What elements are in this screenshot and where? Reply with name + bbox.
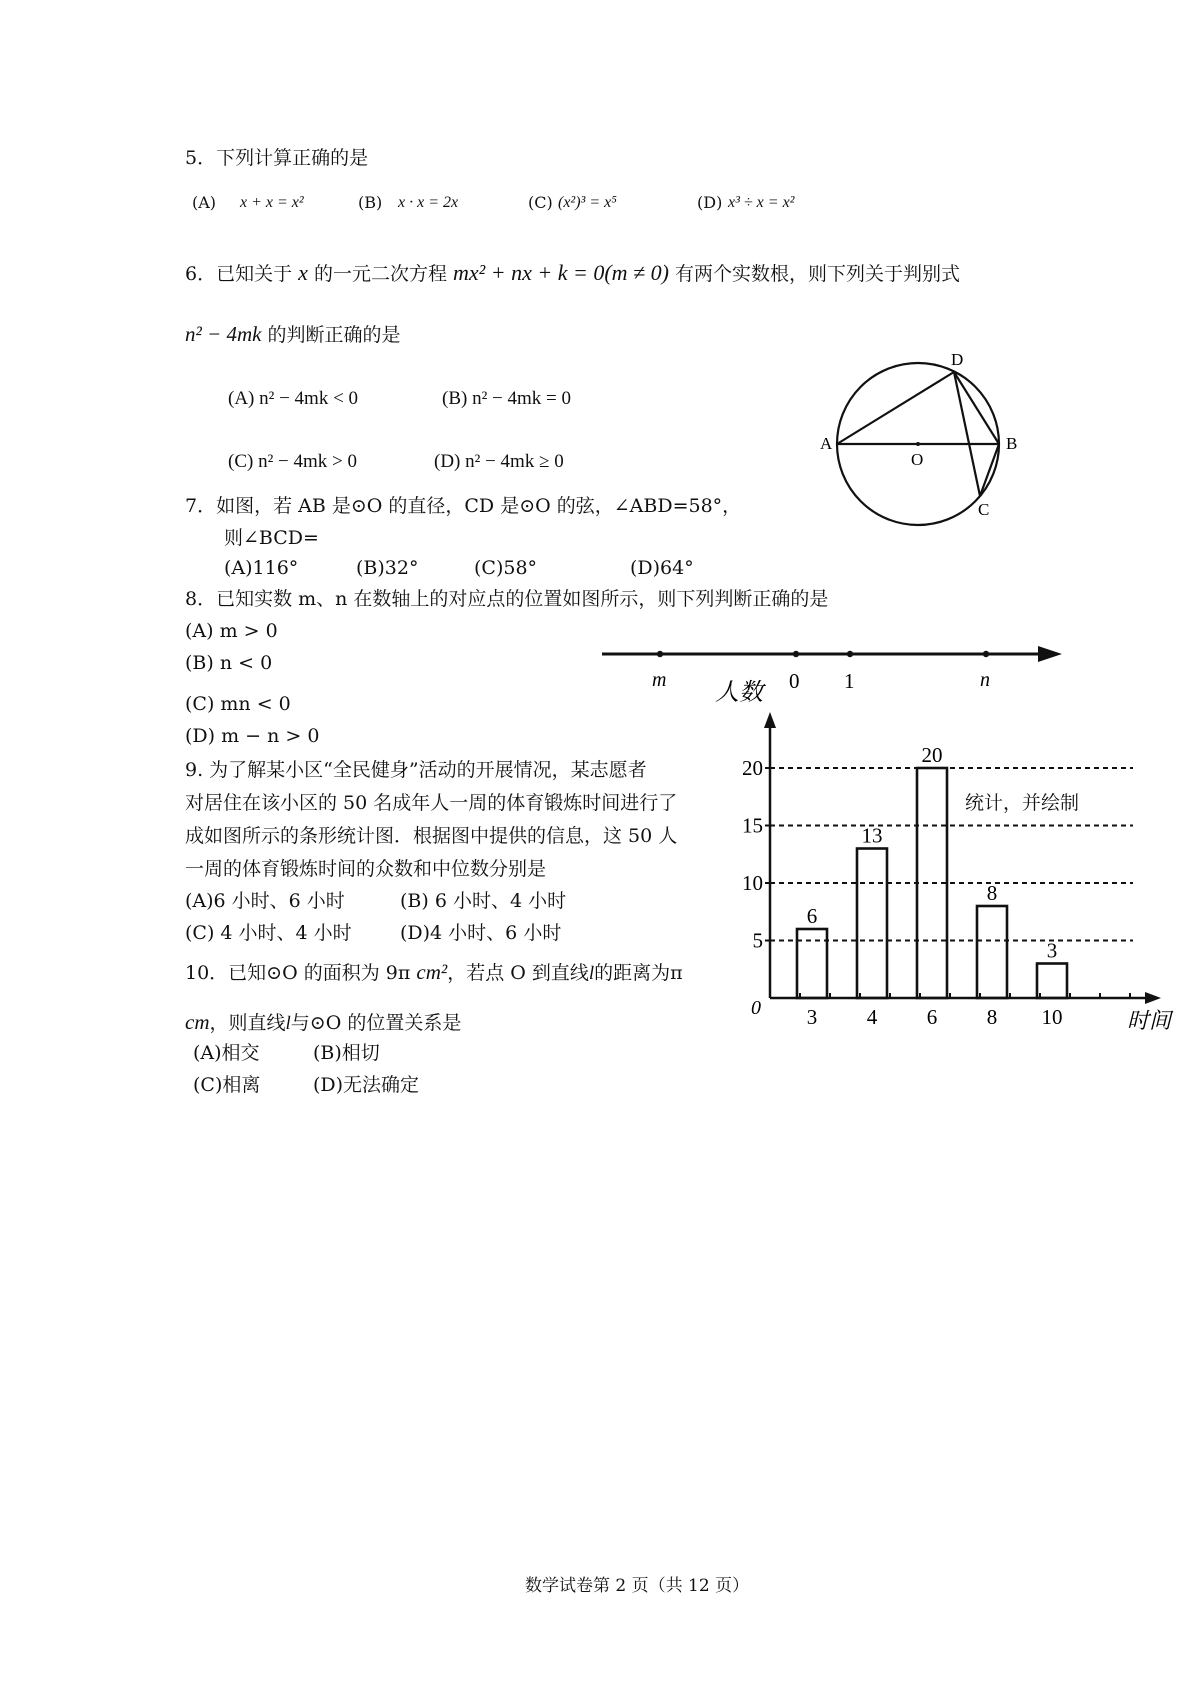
chart-category-label: 6 <box>926 1005 938 1029</box>
q9-line1: 9. 为了解某小区“全民健身”活动的开展情况，某志愿者 <box>185 759 647 781</box>
q9-option-a: (A)6 小时、6 小时 <box>185 890 345 912</box>
q7-stem: 7．如图，若 AB 是⊙O 的直径，CD 是⊙O 的弦，∠ABD=58°， <box>185 495 742 517</box>
chart-bar-value-label: 8 <box>986 881 998 905</box>
page-footer: 数学试卷第 2 页（共 12 页） <box>525 1576 750 1596</box>
q6-stem: 6．已知关于 x 的一元二次方程 mx² + nx + k = 0(m ≠ 0) 有两个实数根，则下列关于判别式 <box>185 260 961 285</box>
chart-bar-value-label: 13 <box>861 823 883 848</box>
q10-option-b: (B)相切 <box>313 1042 380 1064</box>
figure-label-c: C <box>978 500 990 519</box>
chart-category-label: 8 <box>986 1005 998 1029</box>
q7-option-c: (C)58° <box>474 557 538 579</box>
chart-x-axis-arrow <box>1145 992 1161 1004</box>
q8-stem: 8．已知实数 m、n 在数轴上的对应点的位置如图所示，则下列判断正确的是 <box>185 588 829 610</box>
q5-option-b-expr: x · x = 2x <box>398 194 459 211</box>
chart-category-label: 4 <box>866 1005 878 1029</box>
chart-bar <box>1037 964 1067 999</box>
q5-option-b-label: (B) <box>358 193 383 212</box>
figure-label-a: A <box>820 434 833 453</box>
q6-option-a: (A) n² − 4mk < 0 <box>228 388 359 409</box>
q7-option-b: (B)32° <box>356 557 419 579</box>
chart-ytick-label: 15 <box>742 813 763 838</box>
q7-option-a: (A)116° <box>224 557 299 579</box>
q9-option-c: (C) 4 小时、4 小时 <box>185 922 352 944</box>
q5-option-d-expr: x³ ÷ x = x² <box>728 194 795 211</box>
number-line-n: n <box>980 669 990 691</box>
chart-bar-value-label: 20 <box>921 743 943 767</box>
chart-bar-value-label: 3 <box>1046 938 1058 963</box>
number-line-0: 0 <box>789 669 800 693</box>
q10-option-a: (A)相交 <box>193 1042 260 1064</box>
chart-ytick-label: 20 <box>742 756 763 780</box>
q8-option-c: (C) mn < 0 <box>185 693 291 715</box>
q10-option-d: (D)无法确定 <box>313 1074 420 1096</box>
q6-stem-line2: n² − 4mk 的判断正确的是 <box>185 322 401 346</box>
chart-xlabel: 时间 <box>1127 1008 1172 1033</box>
q9-option-d: (D)4 小时、6 小时 <box>400 922 562 944</box>
chart-ylabel: 人数 <box>715 680 763 706</box>
q5-option-a-expr: x + x = x² <box>240 194 304 211</box>
chart-origin-label: 0 <box>751 997 761 1019</box>
chart-category-label: 10 <box>1041 1005 1063 1029</box>
chart-category-label: 3 <box>806 1005 818 1029</box>
chart-ytick-label: 10 <box>742 871 763 895</box>
q7-option-d: (D)64° <box>630 557 694 579</box>
q9-line2: 对居住在该小区的 50 名成年人一周的体育锻炼时间进行了 <box>185 792 678 814</box>
chart-y-axis-arrow <box>764 712 776 728</box>
figure-label-b: B <box>1006 434 1018 453</box>
q5-option-d-label: (D) <box>697 193 723 212</box>
q8-option-b: (B) n < 0 <box>185 652 273 674</box>
chart-ytick-label: 5 <box>752 928 763 953</box>
q5-stem: 5．下列计算正确的是 <box>185 147 369 169</box>
number-line-1: 1 <box>844 669 855 693</box>
q7-stem-line2: 则∠BCD= <box>224 527 319 549</box>
figure-label-d: D <box>951 350 964 369</box>
q10-line1: 10．已知⊙O 的面积为 9π cm²，若点 O 到直线l的距离为π <box>185 960 683 984</box>
figure-label-o: O <box>911 450 924 469</box>
q8-option-a: (A) m > 0 <box>185 620 278 642</box>
bar-chart <box>715 680 1175 1050</box>
q6-option-b: (B) n² − 4mk = 0 <box>442 388 571 409</box>
q6-option-c: (C) n² − 4mk > 0 <box>228 451 357 472</box>
circle-figure <box>820 348 1050 528</box>
q10-line2: cm，则直线l与⊙O 的位置关系是 <box>185 1010 462 1034</box>
chart-bar <box>857 849 887 999</box>
q9-line4: 一周的体育锻炼时间的众数和中位数分别是 <box>185 858 547 880</box>
q5-option-a-label: (A) <box>192 193 217 212</box>
q10-option-c: (C)相离 <box>193 1074 261 1096</box>
q5-option-c-label: (C) <box>528 193 553 212</box>
q8-option-d: (D) m − n > 0 <box>185 725 320 747</box>
q9-line2-tail: 统计，并绘制 <box>965 792 1080 814</box>
q6-option-d: (D) n² − 4mk ≥ 0 <box>434 451 564 472</box>
chart-bar <box>977 906 1007 998</box>
number-line-m: m <box>652 669 667 691</box>
chart-bar-value-label: 6 <box>806 904 818 928</box>
q5-option-c-expr: (x²)³ = x⁵ <box>558 194 617 211</box>
q9-line3: 成如图所示的条形统计图．根据图中提供的信息，这 50 人 <box>185 825 678 847</box>
q9-option-b: (B) 6 小时、4 小时 <box>400 890 567 912</box>
chart-bar <box>797 929 827 998</box>
